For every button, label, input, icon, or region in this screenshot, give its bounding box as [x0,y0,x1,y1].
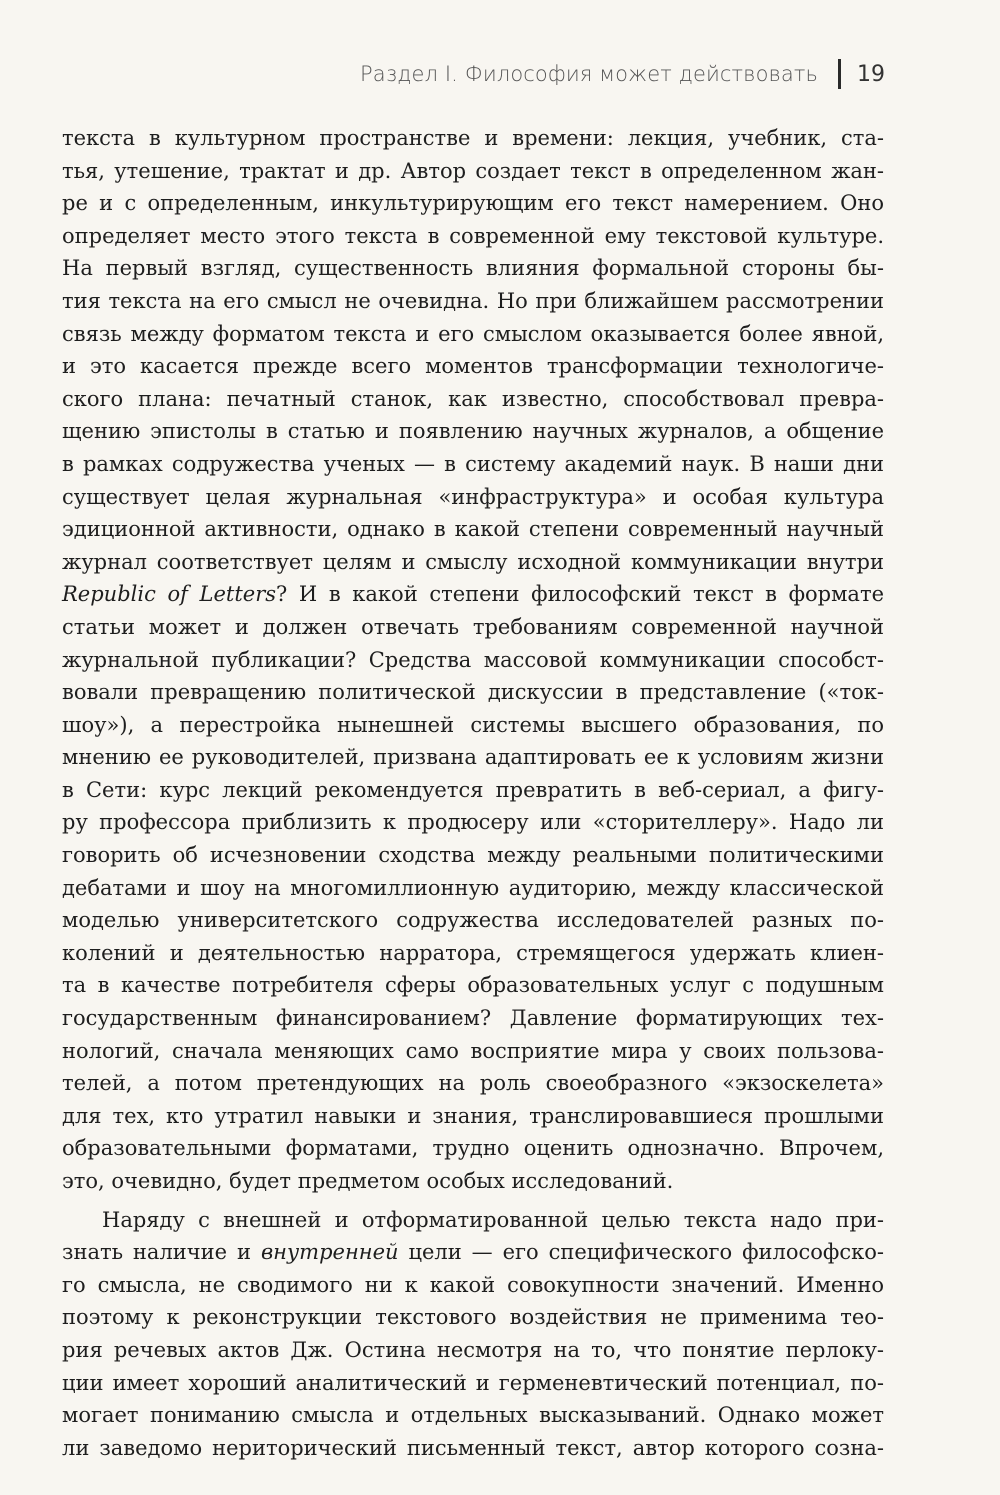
text-line: ского плана: печатный станок, как известно, способствовал превра- [62,386,884,411]
text-line: могает пониманию смысла и отдельных высказываний. Однако может [62,1403,884,1428]
text-line: текста в культурном пространстве и времени: лекция, учебник, ста- [62,126,884,150]
text-line: статьи может и должен отвечать требованиям современной научной [62,614,884,639]
text-line: поэтому к реконструкции текстового воздействия не применима тео- [62,1305,884,1330]
text-line: нологий, сначала меняющих само восприятие мира у своих пользова- [62,1038,884,1063]
text-line: ре и с определенным, инкультурирующим его текст намерением. Оно [62,191,884,216]
body-text [62,122,884,1464]
header-divider [838,59,841,89]
italic-phrase: Republic of Letters [62,582,277,607]
text-line: ру профессора приблизить к продюсеру или «сторителлеру». Надо ли [62,810,884,835]
paragraph-2 [62,1204,884,1465]
text-line: тия текста на его смысл не очевидна. Но при ближайшем рассмотрении [62,288,884,313]
paragraph-1 [62,122,884,1198]
text-line: щению эпистолы в статью и появлению научных журналов, а общение [62,419,884,444]
text-line: рия речевых актов Дж. Остина несмотря на то, что понятие перлоку- [62,1337,884,1362]
text-line: шоу»), а перестройка нынешней системы высшего образования, по [62,712,884,737]
text-line: определяет место этого текста в современной ему текстовой культуре. [62,223,884,248]
text-line: эдиционной активности, однако в какой степени современный научный [62,517,884,542]
text-line: моделью университетского содружества исследователей разных по- [62,908,884,933]
text-line: мнению ее руководителей, призвана адаптировать ее к условиям жизни [62,745,884,770]
text-line: вовали превращению политической дискуссии в представление («ток- [62,680,884,705]
text-line: в Сети: курс лекций рекомендуется превратить в веб-сериал, а фигу- [62,777,884,802]
section-title: Раздел I. Философия может действовать [360,62,818,86]
running-head [360,56,885,92]
text-line: говорить об исчезновении сходства между реальными политическими [62,843,884,868]
text-line: тья, утешение, трактат и др. Автор создает текст в определенном жан- [62,158,884,183]
italic-word: внутренней [260,1240,399,1265]
text-line: существует целая журнальная «инфраструктура» и особая культура [62,484,884,509]
text-line: это, очевидно, будет предметом особых исследований. [62,1169,674,1193]
text-line: ли заведомо нериторический письменный текст, автор которого созна- [62,1435,884,1460]
text-line: связь между форматом текста и его смыслом оказывается более явной, [62,321,884,346]
page-number: 19 [857,61,885,87]
text-line: образовательными форматами, трудно оценить однозначно. Впрочем, [62,1136,884,1161]
text-fragment: цели — его специфического философско- [398,1240,884,1265]
text-line: телей, а потом претендующих на роль своеобразного «экзоскелета» [62,1071,884,1096]
text-line: государственным финансированием? Давление форматирующих тех- [62,1006,884,1031]
text-line: та в качестве потребителя сферы образовательных услуг с подушным [62,973,884,998]
text-line: го смысла, не сводимого ни к какой совокупности значений. Именно [62,1272,884,1297]
text-line-with-italic [62,1236,884,1269]
text-line-with-italic [62,578,884,611]
text-line: для тех, кто утратил навыки и знания, транслировавшиеся прошлыми [62,1103,884,1128]
text-line: колений и деятельностью нарратора, стремящегося удержать клиен- [62,940,884,965]
text-line: На первый взгляд, существенность влияния формальной стороны бы- [62,256,884,281]
text-line: дебатами и шоу на многомиллионную аудиторию, между классической [62,875,884,900]
text-fragment: знать наличие и [62,1240,261,1265]
text-fragment: ? И в какой степени философский текст в формате [276,582,884,607]
text-line: и это касается прежде всего моментов трансформации технологиче- [62,354,884,379]
text-line: ции имеет хороший аналитический и герменевтический потенциал, по- [62,1370,884,1395]
text-line: в рамках содружества ученых — в систему академий наук. В наши дни [62,451,884,476]
text-line: журнальной публикации? Средства массовой коммуникации способст- [62,647,884,672]
text-line: журнал соответствует целям и смыслу исходной коммуникации внутри [62,549,884,574]
text-line: Наряду с внешней и отформатированной целью текста надо при- [102,1207,884,1232]
